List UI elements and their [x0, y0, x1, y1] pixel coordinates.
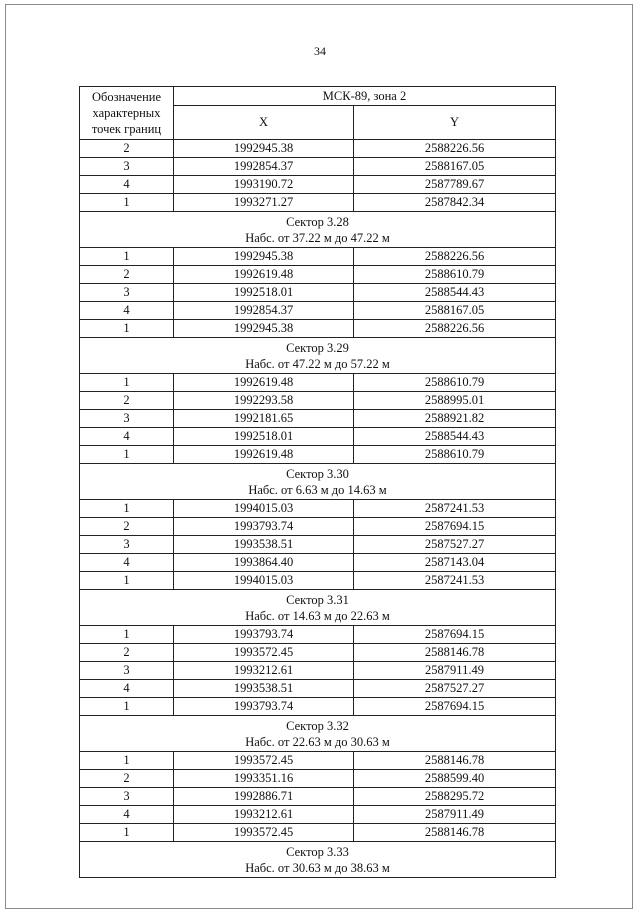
sector-heading	[80, 338, 556, 374]
coord-y: 2588146.78	[354, 644, 556, 662]
table-row	[80, 320, 556, 338]
coordinates-table	[79, 86, 556, 878]
coord-y: 2587241.53	[354, 500, 556, 518]
table-row	[80, 806, 556, 824]
point-number: 1	[80, 374, 174, 392]
sector-row	[80, 212, 556, 248]
table-row	[80, 554, 556, 572]
point-number: 1	[80, 500, 174, 518]
coord-y: 2588610.79	[354, 374, 556, 392]
coord-x: 1993793.74	[174, 626, 354, 644]
coord-x: 1992619.48	[174, 374, 354, 392]
point-number: 2	[80, 518, 174, 536]
sector-row	[80, 338, 556, 374]
coord-y: 2588544.43	[354, 428, 556, 446]
sector-elevation-range: Набс. от 47.22 м до 57.22 м	[245, 356, 390, 371]
point-number: 2	[80, 266, 174, 284]
sector-elevation-range: Набс. от 14.63 м до 22.63 м	[245, 608, 390, 623]
coord-x: 1993538.51	[174, 536, 354, 554]
coord-x: 1992293.58	[174, 392, 354, 410]
point-number: 2	[80, 644, 174, 662]
coord-y: 2587694.15	[354, 518, 556, 536]
sector-row	[80, 464, 556, 500]
sector-heading	[80, 842, 556, 878]
point-number: 3	[80, 284, 174, 302]
coord-x: 1994015.03	[174, 572, 354, 590]
point-number: 4	[80, 302, 174, 320]
coord-y: 2588295.72	[354, 788, 556, 806]
table-row	[80, 248, 556, 266]
table-row	[80, 536, 556, 554]
coord-x: 1992518.01	[174, 284, 354, 302]
sector-row	[80, 716, 556, 752]
point-number: 3	[80, 410, 174, 428]
table-row	[80, 698, 556, 716]
point-number: 1	[80, 572, 174, 590]
table-body	[80, 140, 556, 878]
coord-x: 1993538.51	[174, 680, 354, 698]
coord-x: 1992854.37	[174, 302, 354, 320]
point-number: 1	[80, 752, 174, 770]
table-row	[80, 788, 556, 806]
point-number: 4	[80, 428, 174, 446]
coord-y: 2588167.05	[354, 302, 556, 320]
header-y: Y	[354, 106, 556, 140]
coord-y: 2587143.04	[354, 554, 556, 572]
point-number: 3	[80, 536, 174, 554]
sector-title: Сектор 3.31	[286, 592, 349, 607]
table-row	[80, 158, 556, 176]
sector-elevation-range: Набс. от 6.63 м до 14.63 м	[248, 482, 387, 497]
coord-x: 1993271.27	[174, 194, 354, 212]
coord-x: 1993793.74	[174, 518, 354, 536]
point-number: 1	[80, 248, 174, 266]
table-row	[80, 680, 556, 698]
coord-x: 1993190.72	[174, 176, 354, 194]
table-row	[80, 266, 556, 284]
coord-x: 1993572.45	[174, 644, 354, 662]
coord-x: 1992945.38	[174, 248, 354, 266]
point-number: 4	[80, 554, 174, 572]
coord-x: 1993572.45	[174, 824, 354, 842]
table-row	[80, 644, 556, 662]
sector-row	[80, 842, 556, 878]
sector-elevation-range: Набс. от 22.63 м до 30.63 м	[245, 734, 390, 749]
table-row	[80, 140, 556, 158]
table-row	[80, 518, 556, 536]
header-designation: Обозначение характерных точек границ	[80, 87, 174, 140]
coord-y: 2588226.56	[354, 248, 556, 266]
table-row	[80, 410, 556, 428]
sector-heading	[80, 464, 556, 500]
coord-y: 2588610.79	[354, 446, 556, 464]
coord-y: 2588995.01	[354, 392, 556, 410]
coord-x: 1993864.40	[174, 554, 354, 572]
sector-title: Сектор 3.29	[286, 340, 349, 355]
table-row	[80, 176, 556, 194]
table-row	[80, 302, 556, 320]
point-number: 3	[80, 662, 174, 680]
sector-row	[80, 590, 556, 626]
table-row	[80, 824, 556, 842]
coord-y: 2588921.82	[354, 410, 556, 428]
table-row	[80, 770, 556, 788]
coord-x: 1992854.37	[174, 158, 354, 176]
coord-x: 1993212.61	[174, 806, 354, 824]
table-row	[80, 428, 556, 446]
coord-x: 1992619.48	[174, 266, 354, 284]
point-number: 3	[80, 788, 174, 806]
coord-x: 1992518.01	[174, 428, 354, 446]
coord-y: 2588599.40	[354, 770, 556, 788]
sector-heading	[80, 590, 556, 626]
coord-y: 2588146.78	[354, 824, 556, 842]
coord-y: 2587842.34	[354, 194, 556, 212]
table-row	[80, 374, 556, 392]
table-row	[80, 626, 556, 644]
sector-elevation-range: Набс. от 37.22 м до 47.22 м	[245, 230, 390, 245]
coord-x: 1992619.48	[174, 446, 354, 464]
header-coordinate-system: МСК-89, зона 2	[174, 87, 556, 106]
point-number: 2	[80, 770, 174, 788]
coord-y: 2587694.15	[354, 698, 556, 716]
coord-x: 1994015.03	[174, 500, 354, 518]
table-row	[80, 752, 556, 770]
coord-y: 2588544.43	[354, 284, 556, 302]
coord-x: 1992945.38	[174, 320, 354, 338]
coord-x: 1993351.16	[174, 770, 354, 788]
coord-y: 2587911.49	[354, 662, 556, 680]
coord-y: 2587527.27	[354, 536, 556, 554]
page-number: 34	[314, 44, 326, 58]
point-number: 2	[80, 140, 174, 158]
coord-x: 1993572.45	[174, 752, 354, 770]
point-number: 1	[80, 698, 174, 716]
table-row	[80, 572, 556, 590]
coord-y: 2587527.27	[354, 680, 556, 698]
point-number: 4	[80, 806, 174, 824]
sector-elevation-range: Набс. от 30.63 м до 38.63 м	[245, 860, 390, 875]
point-number: 1	[80, 824, 174, 842]
coord-x: 1992886.71	[174, 788, 354, 806]
coord-x: 1992181.65	[174, 410, 354, 428]
table-row	[80, 392, 556, 410]
coord-y: 2587241.53	[354, 572, 556, 590]
table-row	[80, 194, 556, 212]
coord-x: 1992945.38	[174, 140, 354, 158]
point-number: 4	[80, 680, 174, 698]
table-row	[80, 284, 556, 302]
point-number: 4	[80, 176, 174, 194]
table-row	[80, 662, 556, 680]
point-number: 1	[80, 626, 174, 644]
coord-y: 2588226.56	[354, 320, 556, 338]
point-number: 1	[80, 446, 174, 464]
sector-title: Сектор 3.28	[286, 214, 349, 229]
coord-y: 2587911.49	[354, 806, 556, 824]
sector-title: Сектор 3.33	[286, 844, 349, 859]
sector-title: Сектор 3.32	[286, 718, 349, 733]
coord-x: 1993212.61	[174, 662, 354, 680]
coord-y: 2588167.05	[354, 158, 556, 176]
coord-y: 2588610.79	[354, 266, 556, 284]
sector-title: Сектор 3.30	[286, 466, 349, 481]
sector-heading	[80, 716, 556, 752]
header-row-system	[80, 87, 556, 106]
point-number: 1	[80, 194, 174, 212]
coord-y: 2588226.56	[354, 140, 556, 158]
point-number: 2	[80, 392, 174, 410]
point-number: 1	[80, 320, 174, 338]
coord-y: 2588146.78	[354, 752, 556, 770]
sector-heading	[80, 212, 556, 248]
table-row	[80, 500, 556, 518]
table-row	[80, 446, 556, 464]
point-number: 3	[80, 158, 174, 176]
coord-y: 2587694.15	[354, 626, 556, 644]
coord-y: 2587789.67	[354, 176, 556, 194]
coord-x: 1993793.74	[174, 698, 354, 716]
header-x: X	[174, 106, 354, 140]
